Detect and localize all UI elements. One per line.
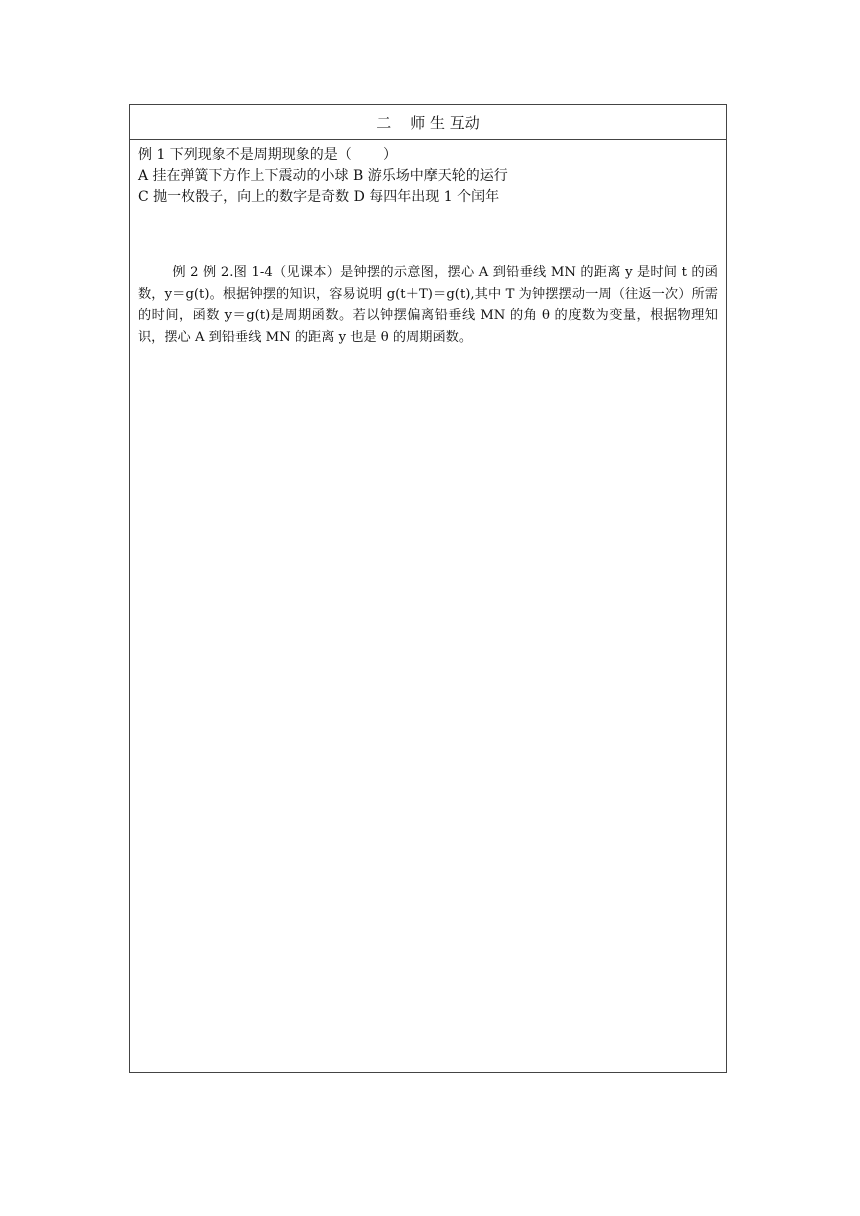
- section-content: [130, 140, 726, 348]
- section-title: 二 师 生 互动: [376, 113, 480, 132]
- example-2-paragraph: 例 2 例 2.图 1-4（见课本）是钟摆的示意图，摆心 A 到铅垂线 MN 的距离 y 是时间 t 的函数，y＝g(t)。根据钟摆的知识，容易说明 g(t＋T)＝g(t),其中 T 为钟摆摆动一周（往返一次）所需的时间，函数 y＝g(t)是周期函数。若以钟摆偏离铅垂线 MN 的角 θ 的度数为变量，根据物理知识，摆心 A 到铅垂线 MN 的距离 y 也是 θ 的周期函数。: [138, 265, 718, 345]
- section-header: [130, 105, 726, 140]
- example-1: [138, 145, 718, 208]
- example-1-options-ab: A 挂在弹簧下方作上下震动的小球 B 游乐场中摩天轮的运行: [138, 168, 508, 184]
- example-1-options-cd: C 抛一枚骰子，向上的数字是奇数 D 每四年出现 1 个闰年: [138, 189, 500, 205]
- example-1-question: 例 1 下列现象不是周期现象的是（ ）: [138, 147, 397, 163]
- interaction-table: [129, 104, 727, 1073]
